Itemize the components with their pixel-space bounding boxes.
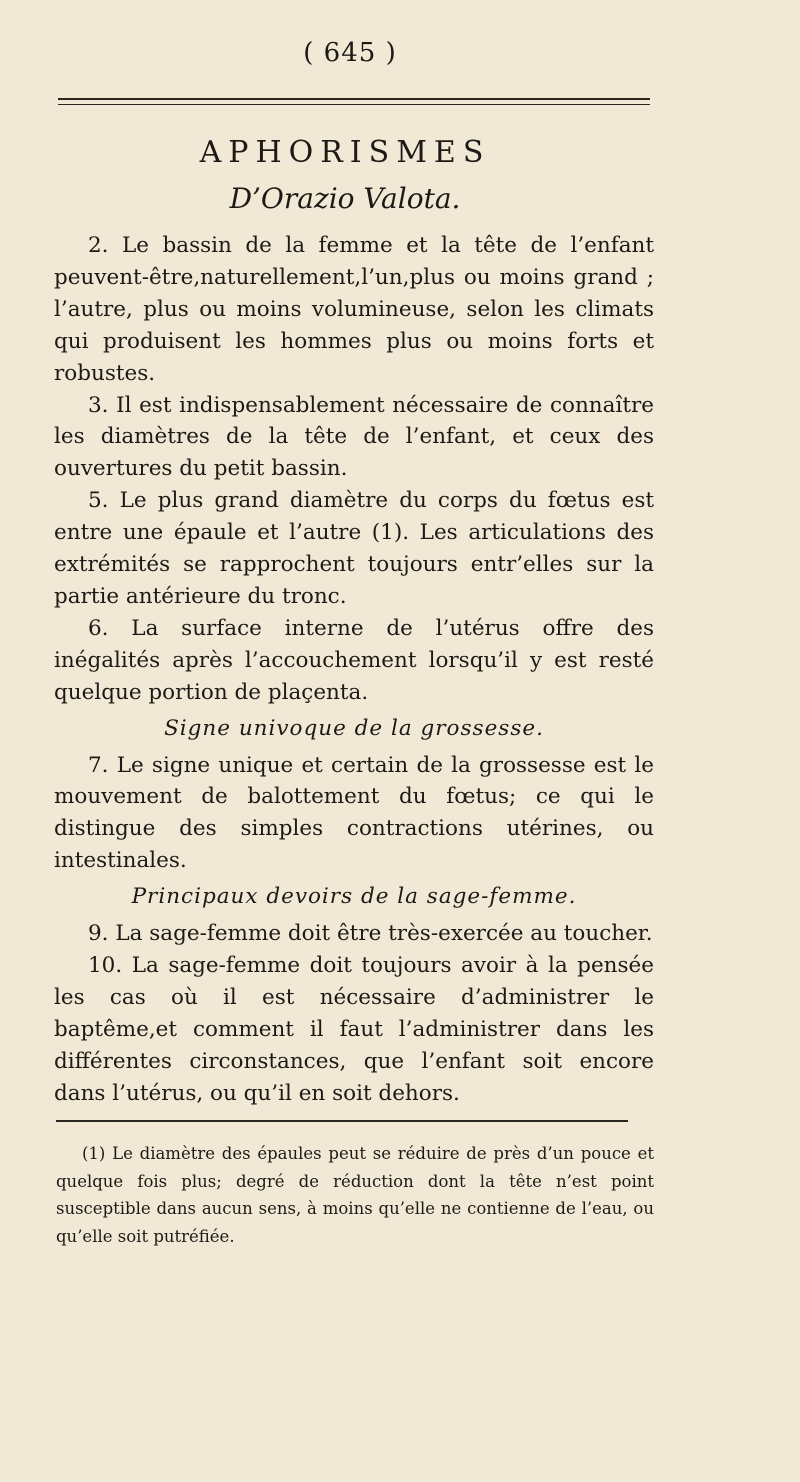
footnote-rule bbox=[56, 1120, 628, 1122]
page-number: ( 645 ) bbox=[303, 38, 397, 68]
aphorism-10: 10. La sage-femme doit toujours avoir à la pensée les cas où il est nécessaire d’administrer le baptême,et comment il faut l’administrer dans les différentes circonstances, que l’enfant soit encore dans l’utérus, ou qu’il en soit dehors. bbox=[54, 952, 654, 1106]
section-heading-grossesse: Signe univoque de la grossesse. bbox=[164, 715, 544, 741]
aphorism-2: 2. Le bassin de la femme et la tête de l’enfant peuvent-être,naturellement,l’un,plus ou moins grand ; l’autre, plus ou moins volumineuse, selon les climats qui produisent les hommes plus ou moins forts et robustes. bbox=[54, 233, 654, 386]
aphorism-9: 9. La sage-femme doit être très-exercée au toucher. bbox=[88, 921, 653, 947]
aphorism-5: 5. Le plus grand diamètre du corps du fœtus est entre une épaule et l’autre (1). Les articulations des extrémités se rapprochent toujours entr’elles sur la partie antérieure du tronc. bbox=[54, 488, 654, 609]
aphorism-6: 6. La surface interne de l’utérus offre des inégalités après l’accouchement lorsqu’il y est resté quelque portion de plaçenta. bbox=[54, 615, 654, 705]
page-title: APHORISMES bbox=[199, 135, 491, 170]
aphorism-3: 3. Il est indispensablement nécessaire de connaître les diamètres de la tête de l’enfant, et ceux des ouvertures du petit bassin. bbox=[54, 392, 654, 482]
footnote bbox=[56, 1140, 654, 1250]
header-rule bbox=[58, 98, 650, 105]
footnote-1: (1) Le diamètre des épaules peut se réduire de près d’un pouce et quelque fois plus; degré de réduction dont la tête n’est point susceptible dans aucun sens, à moins qu’elle ne contienne de l’eau, ou qu’elle soit putréfiée. bbox=[56, 1144, 654, 1246]
page-subtitle: D’Orazio Valota. bbox=[229, 182, 461, 215]
aphorism-7: 7. Le signe unique et certain de la grossesse est le mouvement de balottement du fœtus; ce qui le distingue des simples contractions utérines, ou intestinales. bbox=[54, 752, 654, 874]
section-heading-sage-femme: Principaux devoirs de la sage-femme. bbox=[131, 884, 577, 910]
main-text bbox=[54, 230, 654, 1109]
